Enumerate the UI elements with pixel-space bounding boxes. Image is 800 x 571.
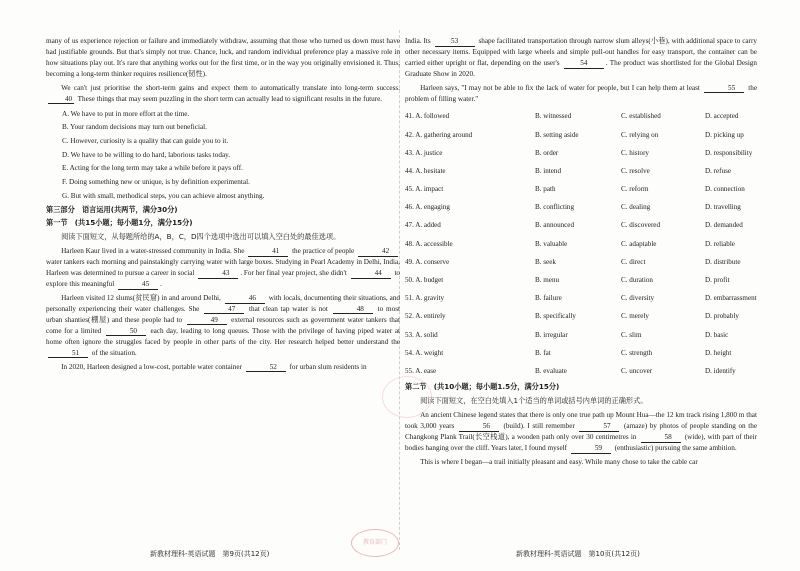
choice-option[interactable]: C. uncover bbox=[621, 366, 653, 375]
choice-option[interactable]: D. refuse bbox=[705, 166, 731, 175]
cloze-paragraph: Harleen visited 12 slums(贫民窟) in and around Delhi, 46 with locals, documenting their situations, and personally experiencing their water challenges. She 47 that clean tap water is not 48 to most urban shanties(棚屋) and these people had to 49 external resources such as government water tankers that come for a limited 50 each day, leading to long queues. Those with the privilege of having piped water at home often ignore the struggles faced by people in other parts of the city. Her research helped better understand the 51 of the situation. bbox=[46, 293, 401, 357]
choice-option[interactable]: 53. A. solid bbox=[405, 330, 438, 339]
choice-option[interactable]: B. menu bbox=[535, 276, 560, 285]
blank-40[interactable]: 40 bbox=[48, 95, 74, 105]
choice-row bbox=[405, 217, 757, 235]
choice-table bbox=[405, 108, 757, 381]
choice-option[interactable]: D. responsibility bbox=[705, 148, 753, 157]
choice-option[interactable]: 43. A. justice bbox=[405, 148, 443, 157]
section-directions: 阅读下面短文，从每题所给的A，B，C，D四个选项中选出可以填入空白处的最佳选项。 bbox=[61, 232, 341, 242]
blank-47[interactable]: 47 bbox=[204, 305, 244, 315]
choice-row bbox=[405, 126, 757, 144]
choice-option[interactable]: C. dealing bbox=[621, 203, 651, 212]
option-f: F. Doing something new or unique, is by definition experimental. bbox=[62, 177, 250, 186]
choice-option[interactable]: C. slim bbox=[621, 330, 642, 339]
choice-option[interactable]: D. probably bbox=[705, 312, 739, 321]
choice-row bbox=[405, 144, 757, 162]
choice-option[interactable]: 47. A. added bbox=[405, 221, 441, 230]
choice-option[interactable]: D. connection bbox=[705, 185, 745, 194]
choice-option[interactable]: B. announced bbox=[535, 221, 575, 230]
blank-52[interactable]: 52 bbox=[246, 363, 286, 373]
choice-option[interactable]: 50. A. budget bbox=[405, 276, 444, 285]
choice-option[interactable]: D. distribute bbox=[705, 257, 741, 266]
choice-option[interactable]: D. accepted bbox=[705, 112, 739, 121]
blank-59[interactable]: 59 bbox=[571, 444, 611, 454]
choice-row bbox=[405, 253, 757, 271]
part-three-heading: 第三部分 语言运用(共两节，满分30分) bbox=[46, 205, 178, 215]
cloze-paragraph: India. Its 53 shape facilitated transportation through narrow slum alleys(小巷), with additional space to carry other necessary items. Equipped with large wheels and simple pull-out handles for easy transport, the container can be carried either upright or flat, depending on the user's 54 . The product was shortlisted for the Global Design Graduate Show in 2020. bbox=[405, 37, 757, 78]
choice-option[interactable]: D. height bbox=[705, 348, 732, 357]
choice-option[interactable]: B. irregular bbox=[535, 330, 568, 339]
blank-54[interactable]: 54 bbox=[564, 59, 604, 69]
blank-44[interactable]: 44 bbox=[351, 269, 391, 279]
section-two-heading: 第二节 (共10小题；每小题1.5分，满分15分) bbox=[405, 382, 560, 392]
choice-option[interactable]: B. failure bbox=[535, 294, 562, 303]
choice-row bbox=[405, 235, 757, 253]
choice-option[interactable]: B. conflicting bbox=[535, 203, 575, 212]
option-a: A. We have to put in more effort at the time. bbox=[62, 109, 190, 118]
choice-option[interactable]: C. established bbox=[621, 112, 661, 121]
choice-option[interactable]: C. discovered bbox=[621, 221, 661, 230]
choice-option[interactable]: 45. A. impact bbox=[405, 185, 444, 194]
blank-57[interactable]: 57 bbox=[579, 422, 619, 432]
option-c: C. However, curiosity is a quality that can guide you to it. bbox=[62, 136, 229, 145]
passage-paragraph: We can't just prioritise the short-term gains and expect them to automatically translate into long-term success. 40 These things that may seem puzzling in the short term can actually lead to significant results in the future. bbox=[46, 83, 400, 105]
choice-row bbox=[405, 199, 757, 217]
choice-option[interactable]: B. fat bbox=[535, 348, 551, 357]
choice-option[interactable]: B. order bbox=[535, 148, 559, 157]
passage-paragraph: many of us experience rejection or failure and immediately withdraw, assuming that those who turned us down must have had justifiable grounds. But that's simply not true. Chance, luck, and random individual preference play a massive role in how situations play out. It's rare that anything works out for the first time, or in the way you originally envisioned it. Thus, becoming a long-term thinker requires resilience(韧性). bbox=[46, 37, 400, 78]
blank-48[interactable]: 48 bbox=[333, 305, 373, 315]
choice-row bbox=[405, 362, 757, 380]
grammar-paragraph: An ancient Chinese legend states that there is only one true path up Mount Hua—the 12 km track rising 1,800 m that took 3,000 years 56 (build). I still remember 57 (amaze) by photos of people standing on the Changkong Plank Trail(长空栈道), a wooden path only over 30 centimetres in 58 (wide), with part of their bodies hanging over the cliff. Years later, I found myself 59 (enthusiastic) pursuing the same ambition. bbox=[405, 411, 758, 453]
choice-option[interactable]: B. specifically bbox=[535, 312, 576, 321]
choice-option[interactable]: 51. A. gravity bbox=[405, 294, 445, 303]
grammar-paragraph: This is where I began—a trail initially pleasant and easy. While many chose to take the cable car bbox=[420, 458, 698, 467]
choice-option[interactable]: C. merely bbox=[621, 312, 649, 321]
cloze-paragraph: In 2020, Harleen designed a low-cost, portable water container 52 for urban slum residents in bbox=[61, 362, 367, 371]
choice-row bbox=[405, 308, 757, 326]
choice-option[interactable]: D. reliable bbox=[705, 239, 735, 248]
choice-option[interactable]: B. witnessed bbox=[535, 112, 572, 121]
seven-choice-options bbox=[46, 108, 400, 204]
choice-option[interactable]: D. travelling bbox=[705, 203, 741, 212]
choice-option[interactable]: 49. A. conserve bbox=[405, 257, 450, 266]
choice-option[interactable]: B. seek bbox=[535, 257, 556, 266]
choice-option[interactable]: 48. A. accessible bbox=[405, 239, 453, 248]
choice-option[interactable]: 52. A. entirely bbox=[405, 312, 446, 321]
option-b: B. Your random decisions may turn out beneficial. bbox=[62, 123, 207, 132]
choice-row bbox=[405, 108, 757, 126]
choice-option[interactable]: D. picking up bbox=[705, 130, 744, 139]
choice-option[interactable]: C. relying on bbox=[621, 130, 659, 139]
choice-option[interactable]: D. embarrassment bbox=[705, 294, 757, 303]
choice-row bbox=[405, 271, 757, 289]
cloze-paragraph: Harleen Kaur lived in a water-stressed community in India. She 41 the practice of people 42 water tankers each morning and painstakingly carrying water with large boxes. Studying in Pearl Academy in Delhi, India, Harleen was determined to pursue a career in social 43 . For her final year project, she didn't 44 to explore this meaningful 45 . bbox=[46, 247, 401, 288]
choice-option[interactable]: 41. A. followed bbox=[405, 112, 450, 121]
choice-option[interactable]: D. profit bbox=[705, 276, 730, 285]
blank-53[interactable]: 53 bbox=[435, 37, 475, 47]
choice-option[interactable]: C. resolve bbox=[621, 166, 650, 175]
choice-option[interactable]: C. reform bbox=[621, 185, 649, 194]
choice-row bbox=[405, 344, 757, 362]
blank-46[interactable]: 46 bbox=[225, 294, 265, 304]
choice-option[interactable]: 42. A. gathering around bbox=[405, 130, 473, 139]
choice-option[interactable]: B. setting aside bbox=[535, 130, 579, 139]
choice-option[interactable]: B. evaluate bbox=[535, 366, 567, 375]
choice-option[interactable]: C. duration bbox=[621, 276, 653, 285]
choice-row bbox=[405, 180, 757, 198]
option-g: G. But with small, methodical steps, you can achieve almost anything. bbox=[62, 191, 265, 200]
choice-option[interactable]: C. history bbox=[621, 148, 649, 157]
choice-option[interactable]: 54. A. weight bbox=[405, 348, 444, 357]
choice-row bbox=[405, 162, 757, 180]
right-page bbox=[405, 36, 757, 468]
blank-56[interactable]: 56 bbox=[459, 422, 499, 432]
choice-option[interactable]: 44. A. hesitate bbox=[405, 166, 446, 175]
blank-55[interactable]: 55 bbox=[704, 84, 744, 94]
page-footer-left: 新教材理科-英语试题 第9页(共12页) bbox=[150, 550, 270, 558]
cloze-paragraph: Harleen says, "I may not be able to fix the lack of water for people, but I can help them at least 55 the problem of filling water." bbox=[405, 83, 758, 103]
blank-50[interactable]: 50 bbox=[106, 327, 146, 337]
stamp-icon: 教育部门 bbox=[351, 529, 399, 557]
section-one-heading: 第一节 (共15小题；每小题1分，满分15分) bbox=[46, 218, 193, 228]
choice-option[interactable]: D. demanded bbox=[705, 221, 743, 230]
choice-option[interactable]: 46. A. engaging bbox=[405, 203, 450, 212]
choice-option[interactable]: C. adaptable bbox=[621, 239, 657, 248]
choice-option[interactable]: B. path bbox=[535, 185, 556, 194]
watermark-seal-icon bbox=[382, 376, 432, 418]
choice-row bbox=[405, 326, 757, 344]
choice-row bbox=[405, 290, 757, 308]
choice-option[interactable]: D. identify bbox=[705, 366, 736, 375]
choice-option[interactable]: C. strength bbox=[621, 348, 653, 357]
choice-option[interactable]: D. basic bbox=[705, 330, 729, 339]
option-e: E. Acting for the long term may take a while before it pays off. bbox=[62, 164, 243, 173]
choice-option[interactable]: C. direct bbox=[621, 257, 646, 266]
blank-49[interactable]: 49 bbox=[187, 316, 227, 326]
blank-51[interactable]: 51 bbox=[48, 349, 88, 359]
choice-option[interactable]: C. diversity bbox=[621, 294, 655, 303]
option-d: D. We have to be willing to do hard, laborious tasks today. bbox=[62, 150, 231, 159]
choice-option[interactable]: 55. A. ease bbox=[405, 366, 437, 375]
choice-option[interactable]: B. valuable bbox=[535, 239, 568, 248]
section-directions: 阅读下面短文，在空白处填入1个适当的单词或括号内单词的正确形式。 bbox=[420, 396, 648, 406]
blank-41[interactable]: 41 bbox=[248, 247, 288, 257]
page-footer-right: 新教材理科-英语试题 第10页(共12页) bbox=[516, 550, 640, 558]
left-page bbox=[46, 36, 400, 372]
choice-option[interactable]: B. intend bbox=[535, 166, 562, 175]
blank-45[interactable]: 45 bbox=[118, 280, 158, 290]
blank-42[interactable]: 42 bbox=[358, 247, 398, 257]
blank-58[interactable]: 58 bbox=[641, 433, 681, 443]
blank-43[interactable]: 43 bbox=[198, 269, 238, 279]
